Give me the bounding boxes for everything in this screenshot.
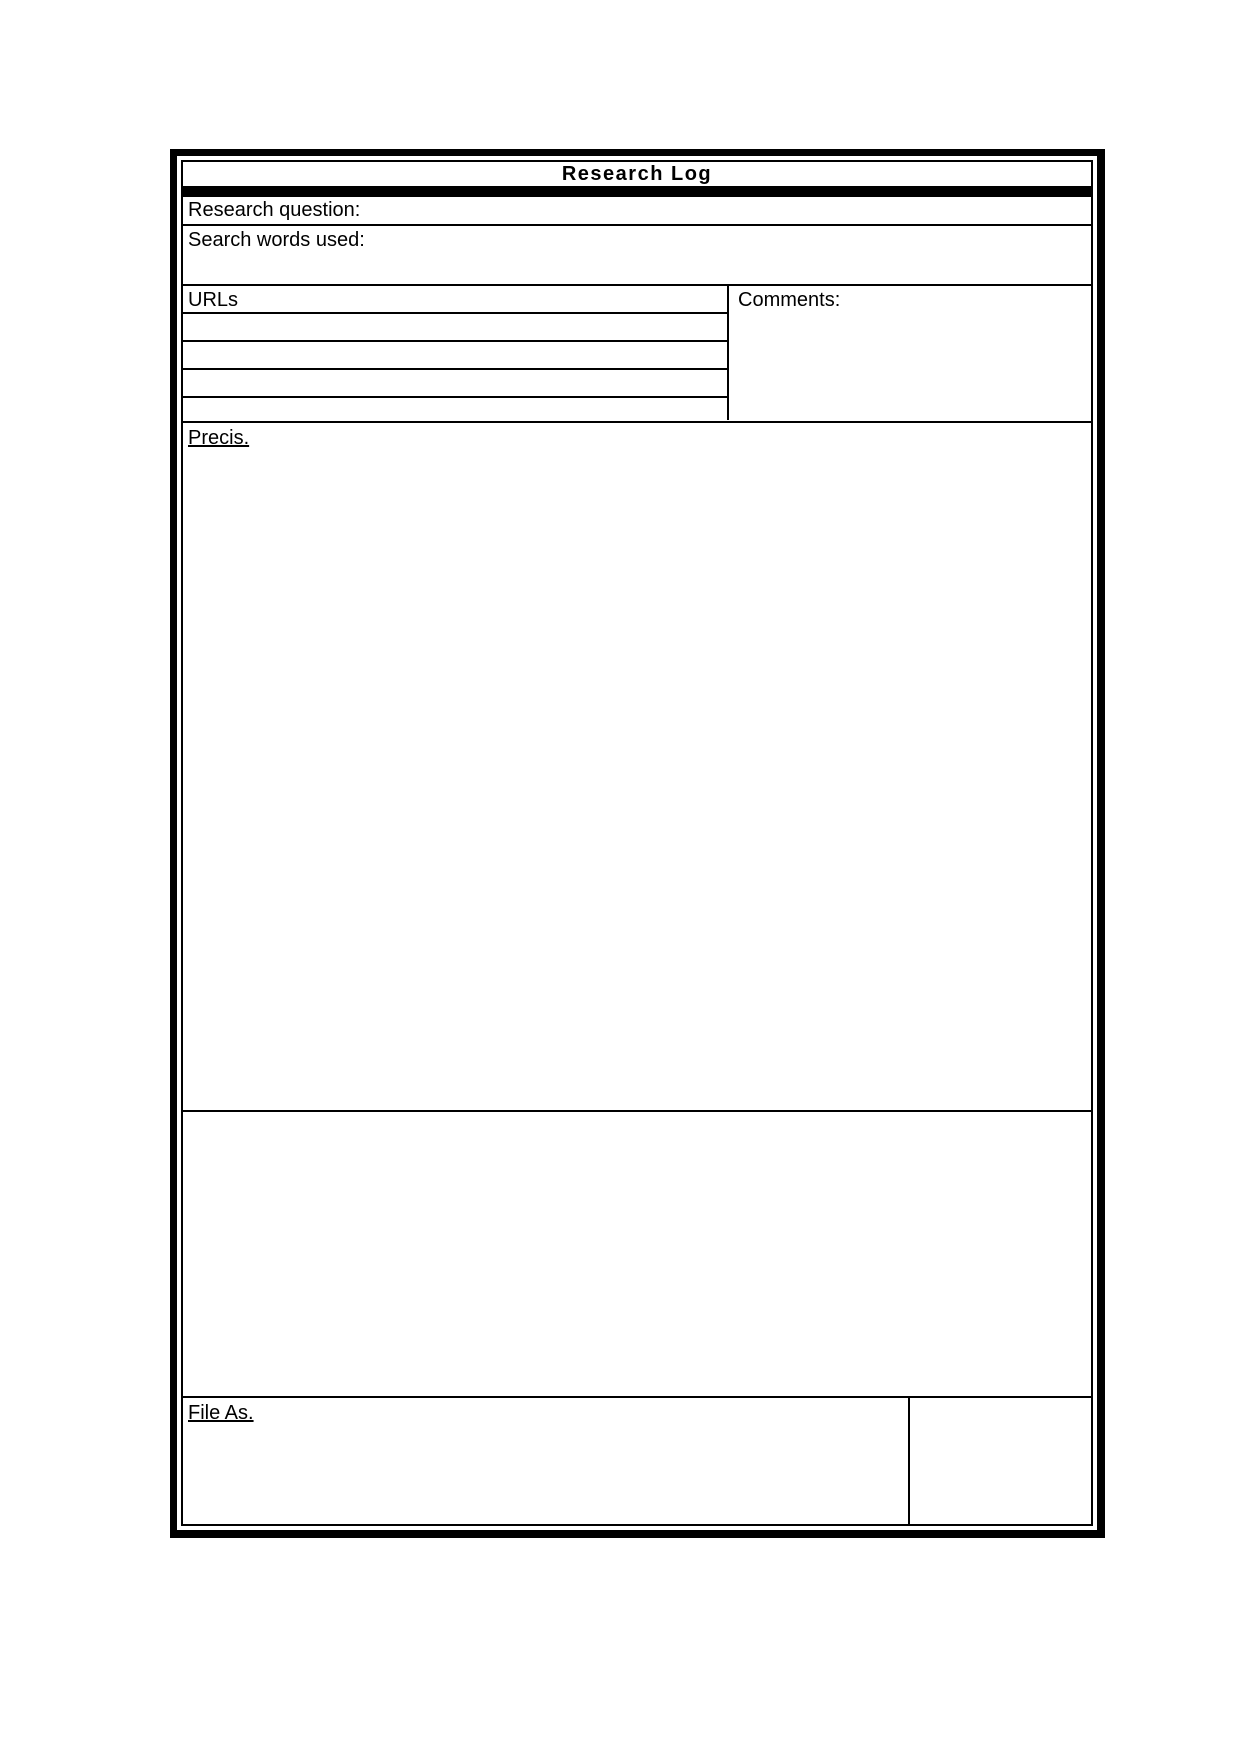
title-divider — [181, 188, 1093, 195]
divider — [183, 1396, 1091, 1398]
url-line — [183, 340, 727, 342]
url-line — [183, 368, 727, 370]
form-title: Research Log — [181, 160, 1093, 188]
research-log-form-frame — [170, 149, 1105, 1538]
file-as-label: File As. — [188, 1402, 254, 1424]
research-log-form — [181, 160, 1093, 1526]
divider — [183, 421, 1091, 423]
precis-label: Precis. — [188, 427, 250, 449]
divider — [183, 224, 1091, 226]
divider — [183, 284, 1091, 286]
urls-label: URLs — [188, 289, 239, 311]
file-as-divider — [908, 1396, 910, 1524]
divider — [183, 1110, 1091, 1112]
form-inner — [177, 156, 1097, 1530]
url-line — [183, 312, 727, 314]
search-words-label: Search words used: — [188, 229, 365, 251]
url-line — [183, 396, 727, 398]
research-question-label: Research question: — [188, 199, 361, 221]
comments-label: Comments: — [738, 289, 841, 311]
urls-comments-divider — [727, 284, 729, 420]
form-grid — [181, 195, 1093, 1526]
